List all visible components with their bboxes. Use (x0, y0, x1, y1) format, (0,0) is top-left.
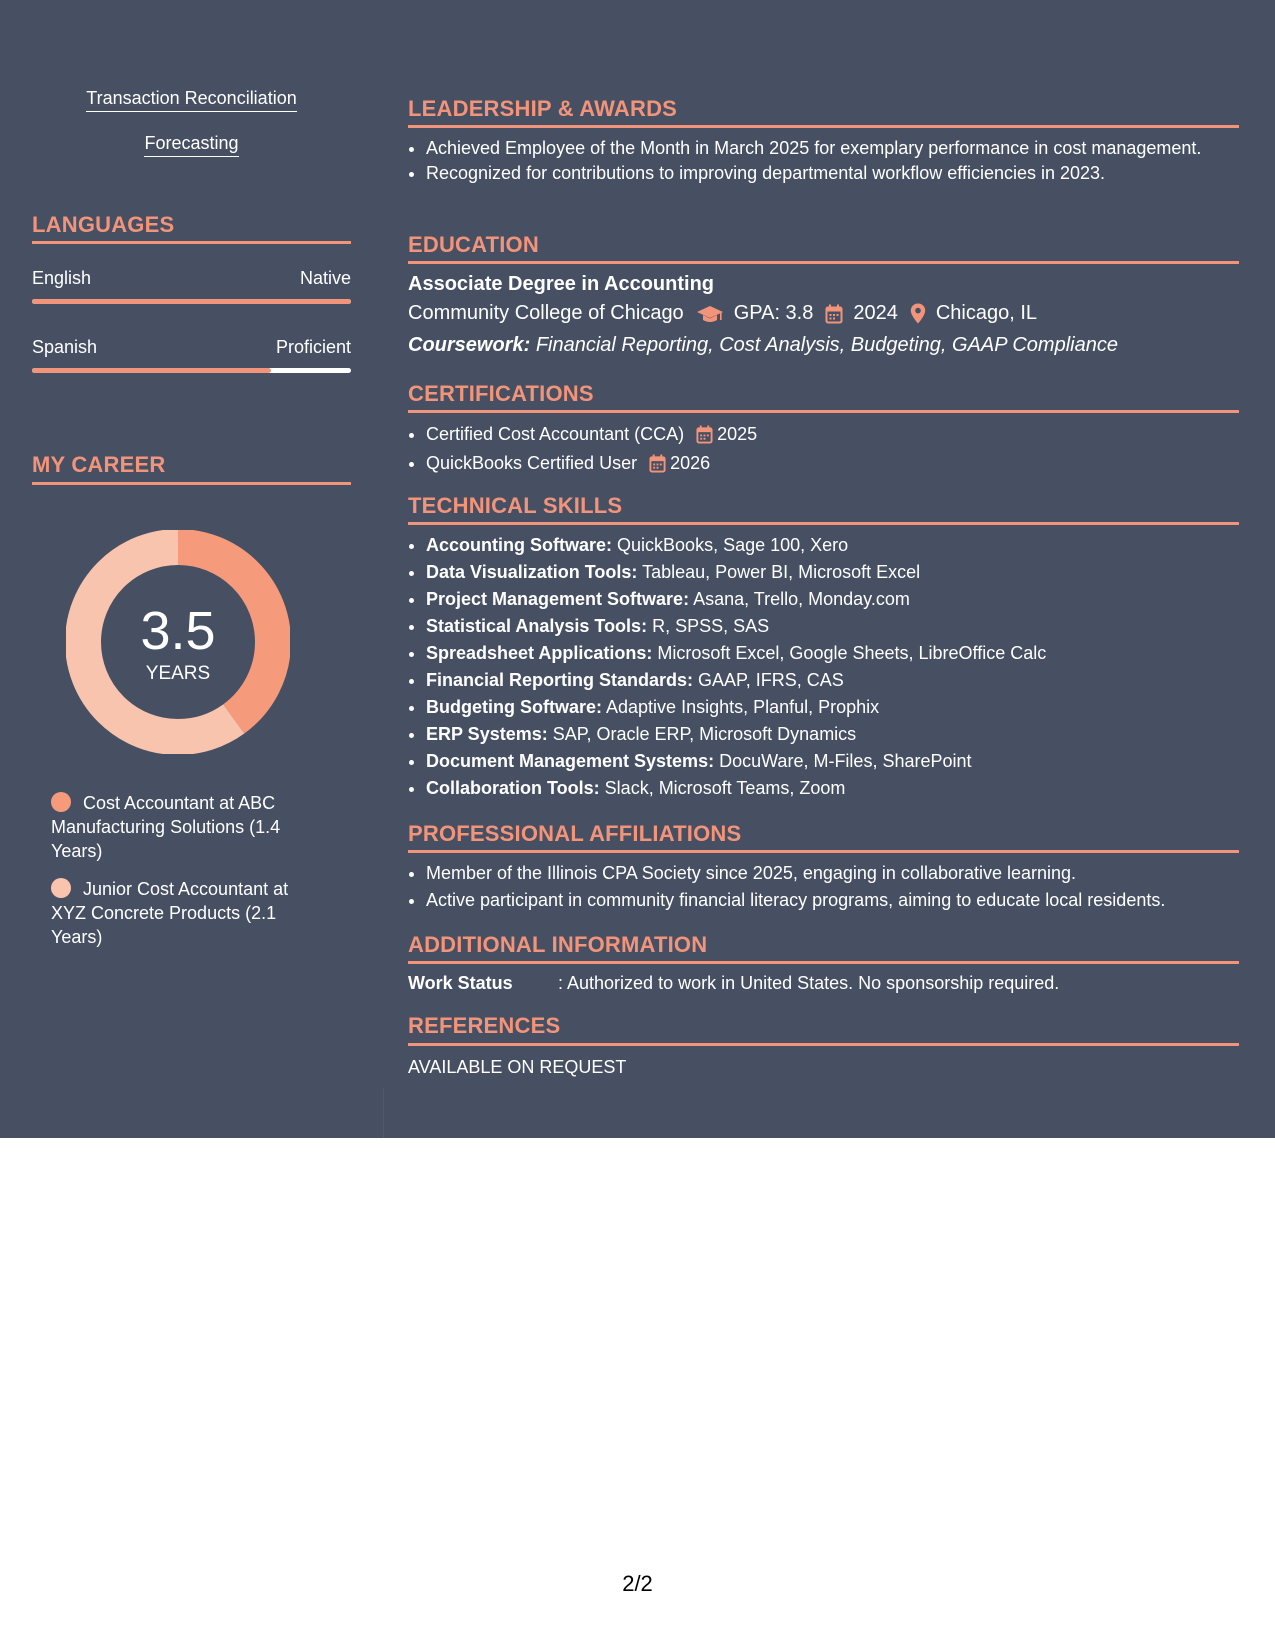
list-item: • Spreadsheet Applications: Microsoft Excel, Google Sheets, LibreOffice Calc (426, 640, 1236, 667)
graduation-year: 2024 (853, 302, 898, 324)
list-item (426, 420, 1236, 449)
calendar-icon (696, 425, 713, 444)
language-bar (32, 368, 351, 373)
degree-name: Associate Degree in Accounting (408, 273, 714, 295)
section-rule (408, 850, 1239, 853)
coursework (408, 334, 1118, 357)
legend-dot (51, 792, 71, 812)
affiliations-list (408, 860, 1236, 914)
list-item: • Member of the Illinois CPA Society since 2025, engaging in collaborative learning. (426, 860, 1236, 887)
leadership-title: LEADERSHIP & AWARDS (408, 96, 678, 121)
list-item: • Statistical Analysis Tools: R, SPSS, SAS (426, 613, 1236, 640)
language-name: English (32, 268, 92, 288)
section-rule (408, 261, 1239, 264)
coursework-value: Financial Reporting, Cost Analysis, Budgeting, GAAP Compliance (535, 334, 1118, 356)
certifications-title: CERTIFICATIONS (408, 381, 594, 406)
location-pin-icon (910, 303, 926, 324)
legend-dot (51, 878, 71, 898)
work-status-value: : Authorized to work in United States. No sponsorship required. (558, 973, 1060, 993)
section-rule (408, 410, 1239, 413)
graduation-cap-icon (696, 304, 724, 324)
career-legend-item: Cost Accountant at ABC Manufacturing Solutions (1.4 Years) (51, 793, 281, 861)
list-item: • Active participant in community financial literacy programs, aiming to educate local residents. (426, 887, 1236, 914)
references-text: AVAILABLE ON REQUEST (408, 1057, 627, 1077)
list-item: • Financial Reporting Standards: GAAP, IFRS, CAS (426, 667, 1236, 694)
language-bar-fill (32, 299, 351, 304)
language-name: Spanish (32, 337, 98, 357)
language-bar-fill (32, 368, 271, 373)
list-item (426, 449, 1236, 478)
certification-year: 2026 (670, 453, 711, 473)
career-total-value: 3.5 (140, 601, 216, 661)
calendar-icon (649, 454, 666, 473)
language-level: Native (299, 268, 351, 288)
language-level: Proficient (275, 337, 351, 357)
list-item: • Accounting Software: QuickBooks, Sage 100, Xero (426, 532, 1236, 559)
gpa: GPA: 3.8 (733, 302, 814, 324)
coursework-label: Coursework: (408, 334, 531, 356)
section-rule (408, 1043, 1239, 1046)
language-row (32, 337, 351, 358)
school-name: Community College of Chicago (408, 302, 684, 324)
skill-tag[interactable]: Forecasting (32, 133, 351, 157)
certification-year: 2025 (717, 424, 758, 444)
languages-title: LANGUAGES (32, 212, 175, 237)
section-rule (32, 241, 351, 244)
list-item: • ERP Systems: SAP, Oracle ERP, Microsoft Dynamics (426, 721, 1236, 748)
language-bar (32, 299, 351, 304)
education-title: EDUCATION (408, 232, 539, 257)
list-item: • Recognized for contributions to improving departmental workflow efficiencies in 2023. (426, 161, 1236, 186)
skill-tag[interactable]: Transaction Reconciliation (32, 88, 351, 112)
list-item: • Data Visualization Tools: Tableau, Power BI, Microsoft Excel (426, 559, 1236, 586)
section-rule (408, 961, 1239, 964)
list-item: • Achieved Employee of the Month in March 2025 for exemplary performance in cost management. (426, 136, 1236, 161)
list-item: • Document Management Systems: DocuWare, M-Files, SharePoint (426, 748, 1236, 775)
work-status-label: Work Status (408, 973, 513, 993)
leadership-list (408, 136, 1236, 186)
list-item: • Budgeting Software: Adaptive Insights, Planful, Prophix (426, 694, 1236, 721)
section-rule (408, 125, 1239, 128)
certification-name: • QuickBooks Certified User (426, 453, 638, 473)
references-title: REFERENCES (408, 1013, 561, 1038)
list-item: • Project Management Software: Asana, Trello, Monday.com (426, 586, 1236, 613)
language-row (32, 268, 351, 289)
school-location: Chicago, IL (935, 302, 1038, 324)
page-number: 2/2 (622, 1571, 653, 1596)
career-title: MY CAREER (32, 452, 166, 477)
calendar-icon (825, 304, 843, 324)
certification-name: • Certified Cost Accountant (CCA) (426, 424, 685, 444)
career-legend-item: Junior Cost Accountant at XYZ Concrete Products (2.1 Years) (51, 879, 289, 947)
affiliations-title: PROFESSIONAL AFFILIATIONS (408, 821, 742, 846)
certifications-list (408, 420, 1236, 478)
work-status (408, 973, 1059, 994)
column-divider (383, 1088, 384, 1138)
career-total-unit: YEARS (145, 663, 211, 684)
section-rule (32, 482, 351, 485)
technical-skills-title: TECHNICAL SKILLS (408, 493, 623, 518)
additional-info-title: ADDITIONAL INFORMATION (408, 932, 708, 957)
education-details (408, 302, 1037, 325)
list-item: • Collaboration Tools: Slack, Microsoft Teams, Zoom (426, 775, 1236, 802)
career-donut-chart (66, 530, 290, 754)
section-rule (408, 522, 1239, 525)
technical-skills-list (408, 532, 1236, 802)
